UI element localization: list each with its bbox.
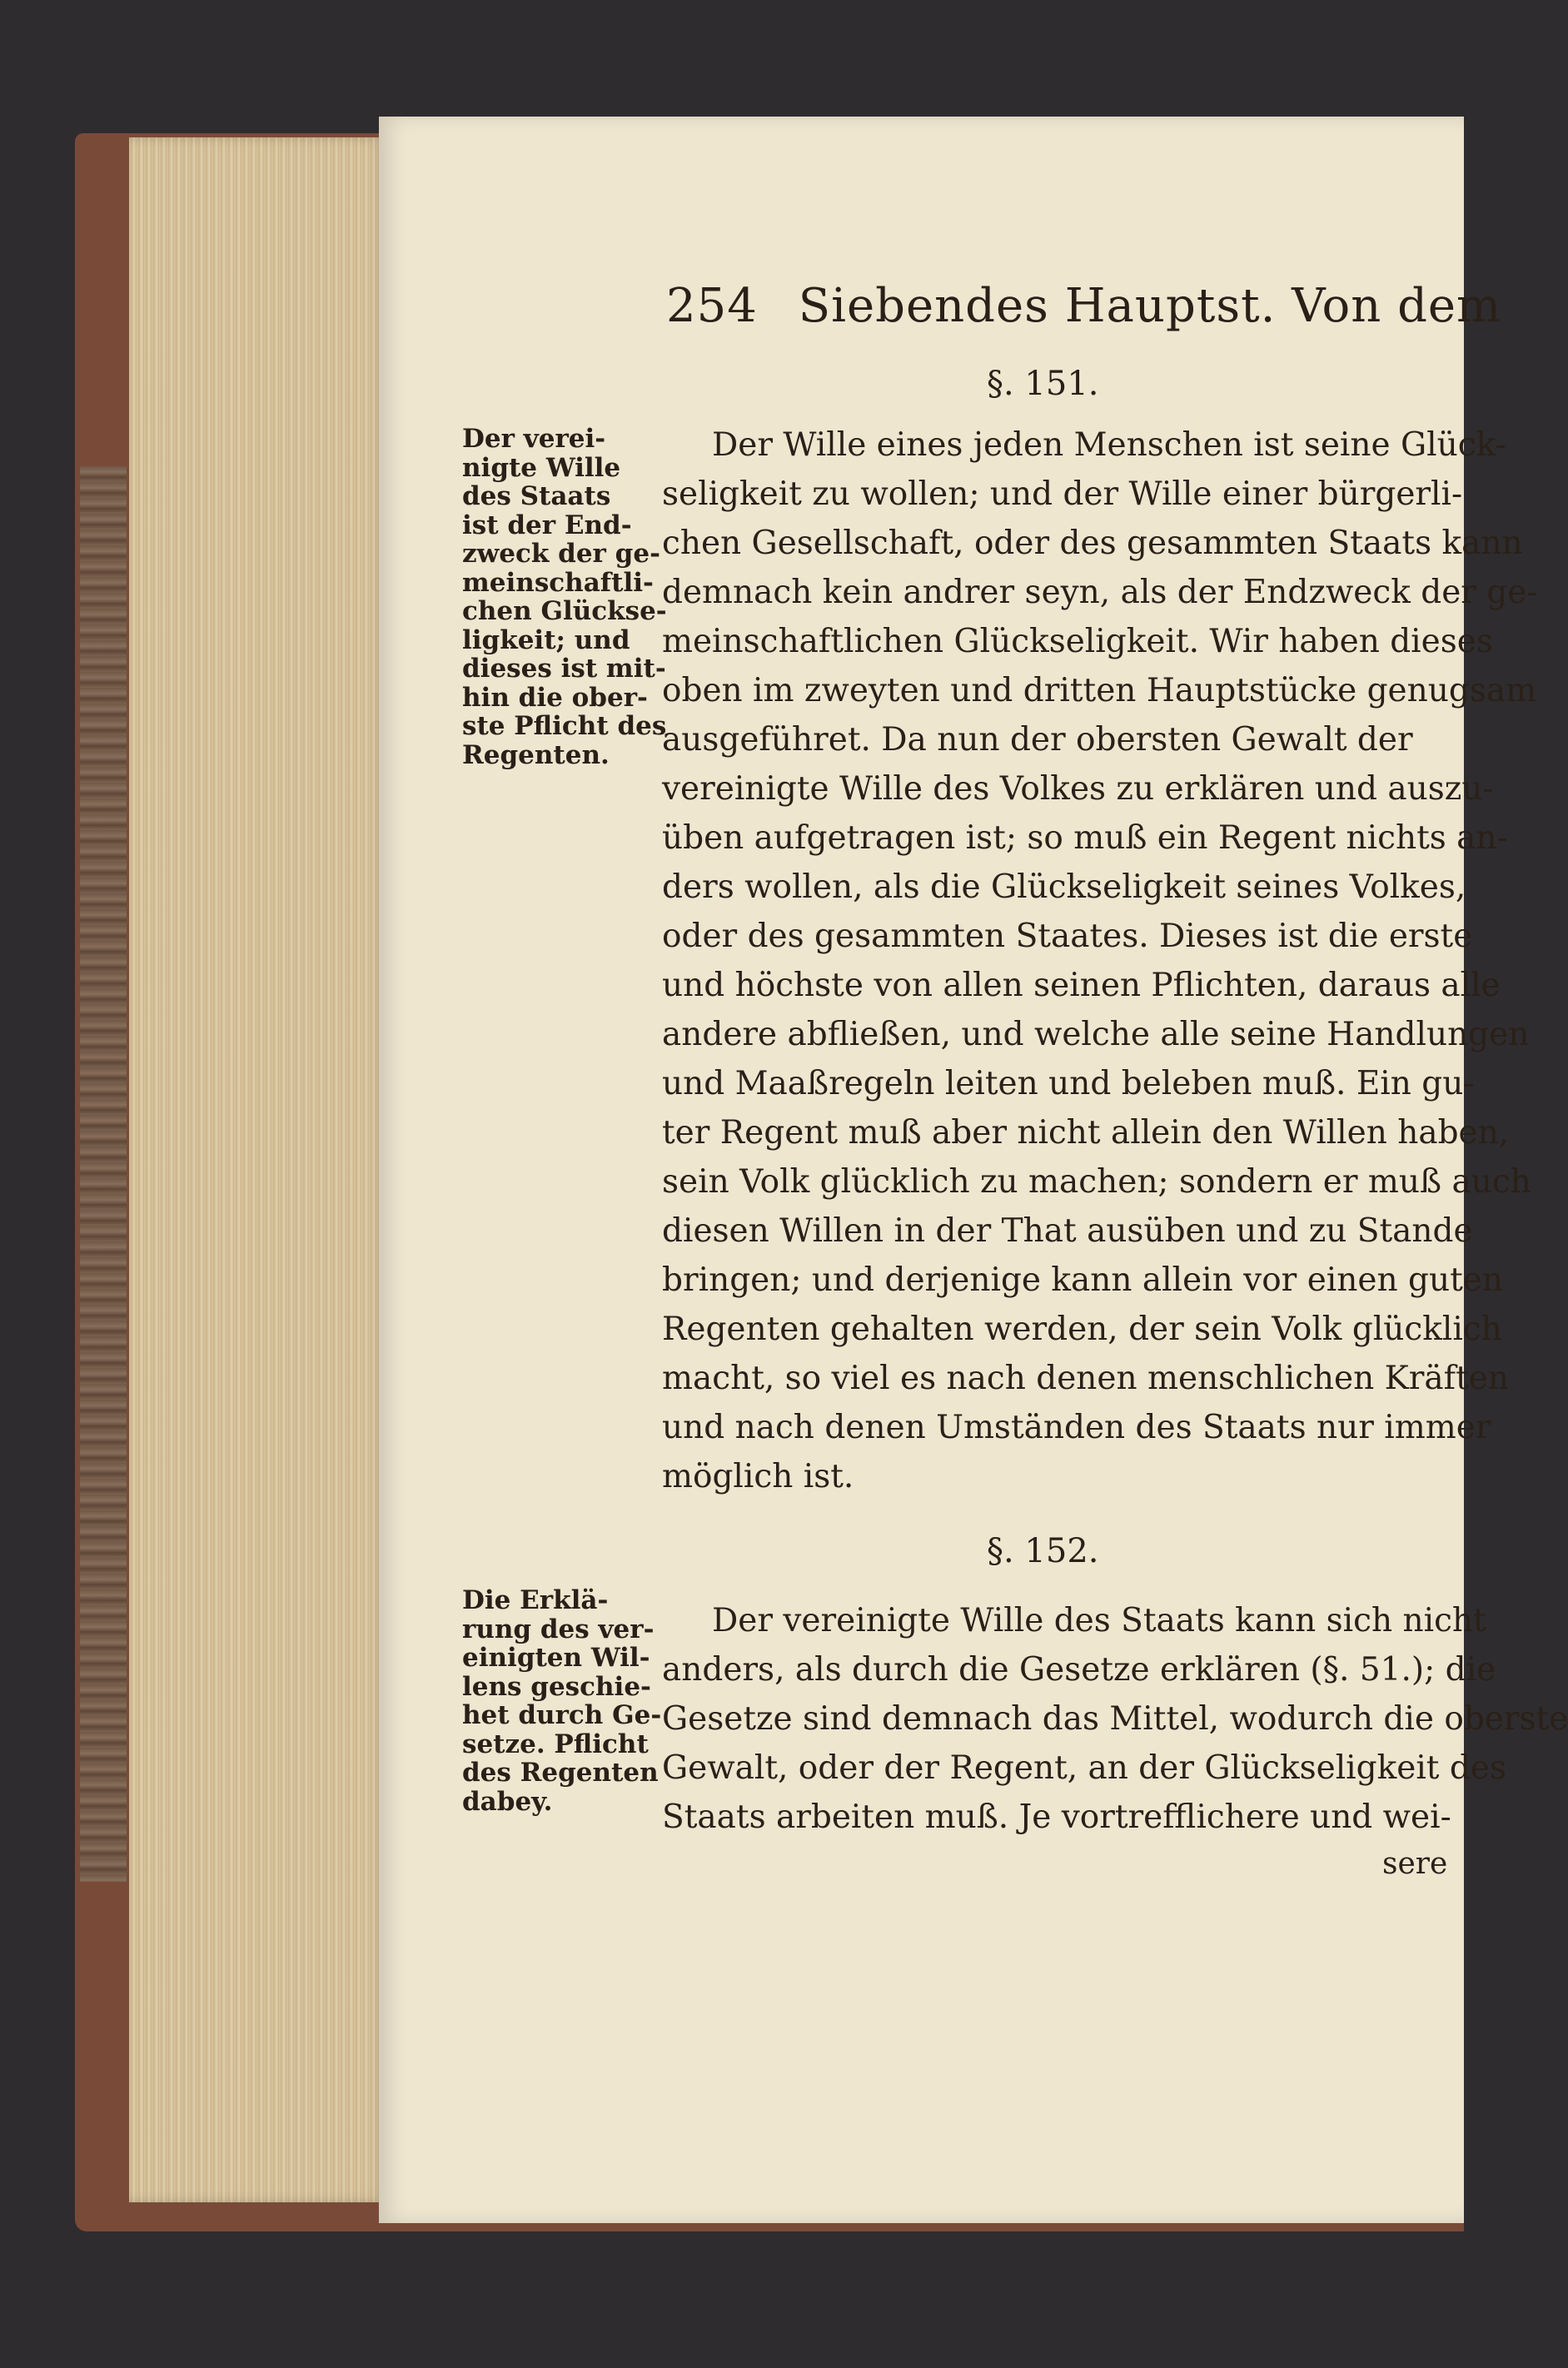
running-header [666, 279, 1502, 346]
text-line: ausgeführet. Da nun der obersten Gewalt der [662, 721, 1413, 759]
margin-note-line: hin die ober- [462, 682, 648, 713]
text-line: seligkeit zu wollen; und der Wille einer bürgerli- [662, 475, 1463, 513]
margin-note-line: dieses ist mit- [462, 654, 666, 684]
text-line: chen Gesellschaft, oder des gesammten Staats kann [662, 525, 1523, 562]
margin-note-line: lens geschie- [462, 1671, 651, 1702]
text-line: und nach denen Umständen des Staats nur immer [662, 1409, 1491, 1446]
catchword: sere [1382, 1847, 1448, 1881]
text-line: Gewalt, oder der Regent, an der Glückseligkeit des [662, 1749, 1506, 1787]
section-151-body [662, 420, 1538, 1501]
page-number: 254 [666, 279, 758, 333]
section-152-heading: §. 152. [987, 1532, 1099, 1570]
book-spine-marbling [80, 466, 127, 1882]
margin-note-line: des Staats [462, 481, 611, 511]
text-line: oben im zweyten und dritten Hauptstücke genugsam [662, 672, 1537, 709]
text-line: diesen Willen in der That ausüben und zu Stande [662, 1212, 1473, 1250]
margin-note-line: rung des ver- [462, 1614, 655, 1644]
margin-note-line: nigte Wille [462, 452, 621, 483]
page-edges [129, 137, 387, 2202]
text-line: möglich ist. [662, 1458, 854, 1495]
margin-note-line: ist der End- [462, 510, 632, 540]
text-line: meinschaftlichen Glückseligkeit. Wir haben dieses [662, 623, 1493, 660]
margin-note-line: het durch Ge- [462, 1700, 662, 1730]
text-line: Der Wille eines jeden Menschen ist seine Glück- [712, 426, 1506, 464]
margin-note-151 [462, 424, 667, 770]
margin-note-line: Der verei- [462, 424, 606, 454]
text-line: und höchste von allen seinen Pflichten, daraus alle [662, 967, 1501, 1004]
text-line: oder des gesammten Staates. Dieses ist die erste [662, 918, 1473, 955]
margin-note-line: zweck der ge- [462, 539, 660, 569]
margin-note-line: ligkeit; und [462, 624, 630, 655]
text-line: bringen; und derjenige kann allein vor einen guten [662, 1261, 1503, 1299]
margin-note-line: chen Glückse- [462, 596, 667, 626]
running-title: Siebendes Hauptst. Von dem [798, 279, 1502, 333]
text-line: und Maaßregeln leiten und beleben muß. Ein gu- [662, 1065, 1475, 1102]
margin-note-line: des Regenten [462, 1758, 659, 1788]
margin-note-line: Die Erklä- [462, 1585, 609, 1615]
text-line: demnach kein andrer seyn, als der Endzweck der ge- [662, 574, 1538, 611]
text-line: üben aufgetragen ist; so muß ein Regent nichts an- [662, 819, 1508, 857]
text-line: Der vereinigte Wille des Staats kann sich nicht [712, 1602, 1486, 1639]
margin-note-line: setze. Pflicht [462, 1729, 649, 1759]
margin-note-152 [462, 1585, 662, 1817]
text-line: vereinigte Wille des Volkes zu erklären und auszu- [662, 770, 1494, 808]
text-line: ders wollen, als die Glückseligkeit seines Volkes, [662, 868, 1466, 906]
text-line: sein Volk glücklich zu machen; sondern er muß auch [662, 1163, 1531, 1201]
margin-note-line: dabey. [462, 1786, 553, 1817]
text-line: anders, als durch die Gesetze erklären (§. 51.); die [662, 1651, 1496, 1689]
text-line: Gesetze sind demnach das Mittel, wodurch die oberste [662, 1700, 1568, 1738]
section-151-heading: §. 151. [987, 365, 1099, 403]
text-line: Staats arbeiten muß. Je vortrefflichere und wei- [662, 1798, 1451, 1836]
margin-note-line: einigten Wil- [462, 1643, 650, 1673]
text-line: ter Regent muß aber nicht allein den Willen haben, [662, 1114, 1510, 1152]
text-line: macht, so viel es nach denen menschlichen Kräften [662, 1360, 1509, 1397]
text-line: andere abfließen, und welche alle seine Handlungen [662, 1016, 1530, 1053]
section-152-body [662, 1596, 1568, 1842]
margin-note-line: ste Pflicht des [462, 711, 667, 741]
text-line: Regenten gehalten werden, der sein Volk glücklich [662, 1311, 1502, 1348]
margin-note-line: Regenten. [462, 739, 610, 770]
margin-note-line: meinschaftli- [462, 567, 654, 598]
